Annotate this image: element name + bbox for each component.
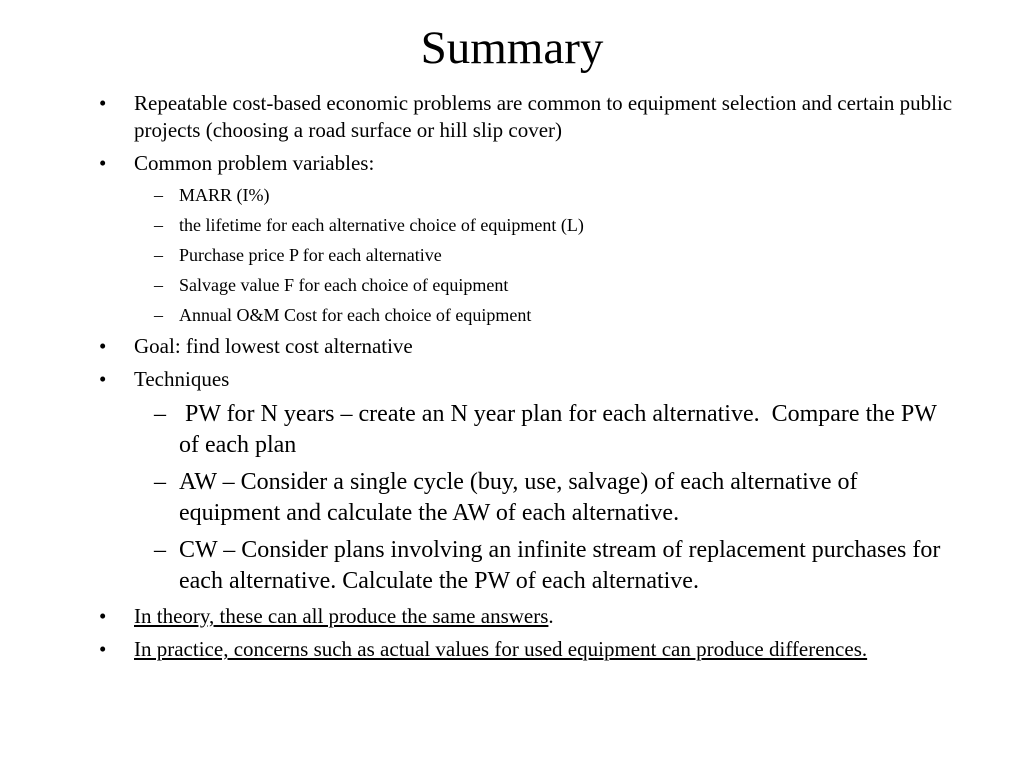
sub-bullet-item bbox=[0, 243, 1024, 267]
underlined-text: In theory, these can all produce the same answers bbox=[134, 604, 549, 628]
bullet-marker: • bbox=[99, 151, 107, 175]
sub-bullet-text: AW – Consider a single cycle (buy, use, salvage) of each alternative of equipment and calculate the AW of each alternative. bbox=[179, 469, 858, 526]
bullet-item bbox=[0, 366, 1024, 393]
dash-marker: – bbox=[154, 401, 166, 427]
sub-bullet-text: MARR (I%) bbox=[179, 185, 270, 205]
sub-bullet-item bbox=[0, 303, 1024, 327]
bullet-marker: • bbox=[99, 637, 107, 661]
sub-bullet-text: Salvage value F for each choice of equipment bbox=[179, 275, 509, 295]
sub-bullet-item bbox=[0, 183, 1024, 207]
sub-bullet-text: CW – Consider plans involving an infinite stream of replacement purchases for each alternative. Calculate the PW of each alternative. bbox=[179, 537, 941, 594]
bullet-marker: • bbox=[99, 367, 107, 391]
sub-bullet-text: the lifetime for each alternative choice of equipment (L) bbox=[179, 215, 584, 235]
dash-marker: – bbox=[154, 215, 163, 235]
dash-marker: – bbox=[154, 305, 163, 325]
bullet-text: Common problem variables: bbox=[134, 151, 375, 175]
dash-marker: – bbox=[154, 537, 166, 563]
bullet-item bbox=[0, 333, 1024, 360]
sub-bullet-text: Purchase price P for each alternative bbox=[179, 245, 442, 265]
bullet-text: Techniques bbox=[134, 367, 230, 391]
sub-bullet-item bbox=[0, 535, 1024, 597]
dash-marker: – bbox=[154, 245, 163, 265]
sub-bullet-text: Annual O&M Cost for each choice of equipment bbox=[179, 305, 532, 325]
bullet-marker: • bbox=[99, 334, 107, 358]
bullet-item bbox=[0, 90, 1024, 144]
bullet-marker: • bbox=[99, 604, 107, 628]
bullet-marker: • bbox=[99, 91, 107, 115]
bullet-item bbox=[0, 636, 1024, 663]
sub-bullet-item bbox=[0, 273, 1024, 297]
underlined-text: In practice, concerns such as actual values for used equipment can produce differences. bbox=[134, 637, 868, 661]
bullet-item bbox=[0, 603, 1024, 630]
sub-bullet-text: PW for N years – create an N year plan for each alternative. Compare the PW of each plan bbox=[179, 401, 943, 458]
dash-marker: – bbox=[154, 185, 163, 205]
dash-marker: – bbox=[154, 275, 163, 295]
bullet-text: Repeatable cost-based economic problems are common to equipment selection and certain public projects (choosing a road surface or hill slip cover) bbox=[134, 91, 953, 142]
sub-bullet-item bbox=[0, 399, 1024, 461]
dash-marker: – bbox=[154, 469, 166, 495]
sub-bullet-item bbox=[0, 467, 1024, 529]
trailing-period: . bbox=[548, 604, 554, 628]
sub-bullet-item bbox=[0, 213, 1024, 237]
bullet-item bbox=[0, 150, 1024, 177]
bullet-text: Goal: find lowest cost alternative bbox=[134, 334, 413, 358]
slide-title: Summary bbox=[420, 22, 604, 74]
slide-body bbox=[0, 90, 1024, 669]
